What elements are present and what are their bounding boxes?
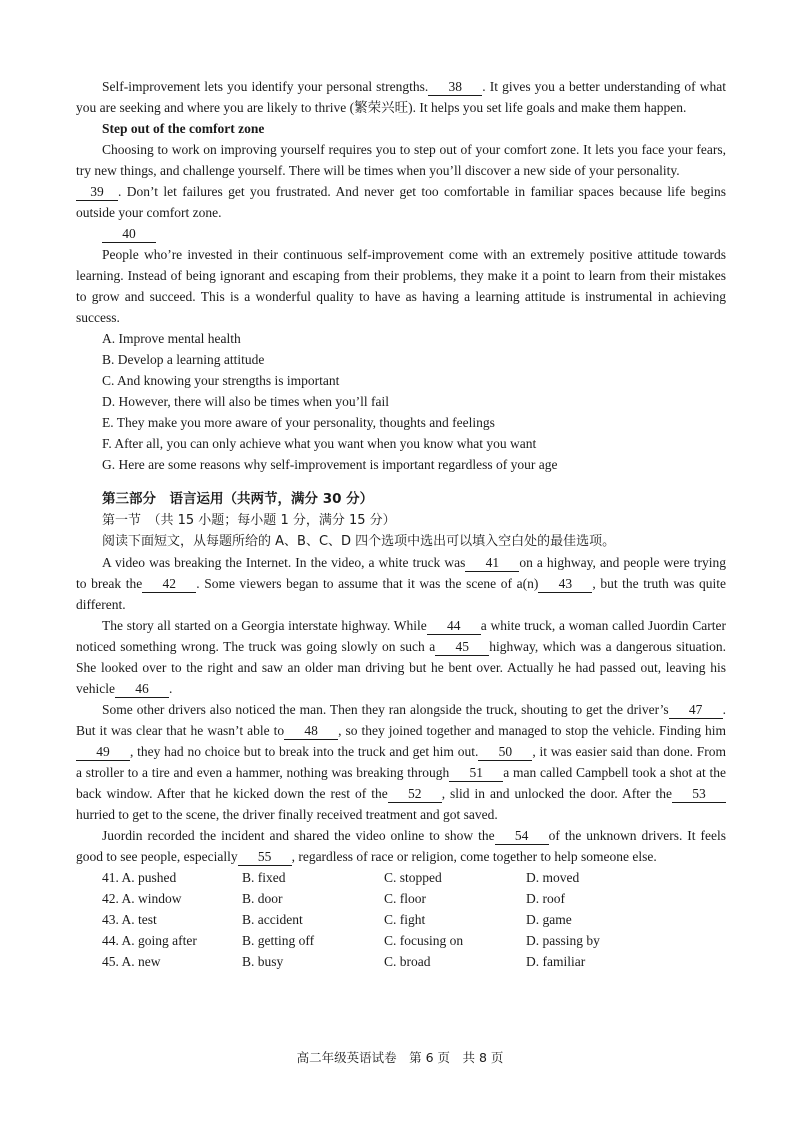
text: Some other drivers also noticed the man. Then they ran alongside the truck, shouting to get the driver’s xyxy=(102,702,669,717)
section-heading: Step out of the comfort zone xyxy=(102,121,265,136)
text: , it was easier said than done. From a stroller to a tire and even a hammer, nothing was breaking through xyxy=(76,744,726,780)
blank-52: 52 xyxy=(388,785,442,803)
q45-a: 45. A. new xyxy=(102,954,161,969)
page-footer: 高二年级英语试卷 第 6 页 共 8 页 xyxy=(296,1050,504,1065)
q41-d: D. moved xyxy=(526,870,580,885)
text: The story all started on a Georgia interstate highway. While xyxy=(102,618,427,633)
page-content xyxy=(76,76,726,972)
q41-a: 41. A. pushed xyxy=(102,870,177,885)
blank-53: 53 xyxy=(672,785,726,803)
blank-55: 55 xyxy=(238,848,292,866)
q44-b: B. getting off xyxy=(242,933,315,948)
blank-39: 39 xyxy=(76,183,118,201)
option-g: G. Here are some reasons why self-improvement is important regardless of your age xyxy=(102,457,558,472)
cloze-paragraph-1 xyxy=(76,552,726,615)
option-b: B. Develop a learning attitude xyxy=(102,352,265,367)
text: . It gives you a better understanding of what you are seeking and where you are likely to thrive (繁荣兴旺). It helps you set life goals and make them happen. xyxy=(76,79,726,115)
text: , slid in and unlocked the door. After the xyxy=(441,786,672,801)
option-f: F. After all, you can only achieve what you want when you know what you want xyxy=(102,436,537,451)
section-one-title: 第一节 （共 15 小题；每小题 1 分，满分 15 分） xyxy=(102,513,396,528)
text: Choosing to work on improving yourself requires you to step out of your comfort zone. It lets you face your fears, try new things, and challenge yourself. There will be times when you’ll discover a new side of your personality. xyxy=(76,142,726,178)
text: , so they joined together and managed to stop the vehicle. Finding him xyxy=(338,723,726,738)
blank-45: 45 xyxy=(435,638,489,656)
q45-b: B. busy xyxy=(242,954,284,969)
cloze-paragraph-2 xyxy=(76,615,726,699)
text: hurried to get to the scene, the driver finally received treatment and got saved. xyxy=(76,807,498,822)
text: , they had no choice but to break into the truck and get him out. xyxy=(130,744,479,759)
text: , regardless of race or religion, come together to help someone else. xyxy=(291,849,657,864)
text: . Don’t let failures get you frustrated. And never get too comfortable in familiar spaces because life begins outside your comfort zone. xyxy=(76,184,726,220)
q42-a: 42. A. window xyxy=(102,891,182,906)
option-c: C. And knowing your strengths is important xyxy=(102,373,340,388)
cloze-paragraph-3 xyxy=(76,699,726,825)
reading-paragraph-1 xyxy=(76,76,726,118)
text: . Some viewers began to assume that it was the scene of a(n) xyxy=(196,576,539,591)
question-choices xyxy=(76,867,726,972)
q45-c: C. broad xyxy=(384,954,431,969)
cloze-paragraph-4 xyxy=(76,825,726,867)
text: Juordin recorded the incident and shared the video online to show the xyxy=(102,828,495,843)
blank-46: 46 xyxy=(115,680,169,698)
text: A video was breaking the Internet. In the video, a white truck was xyxy=(102,555,466,570)
option-e: E. They make you more aware of your personality, thoughts and feelings xyxy=(102,415,495,430)
text: a man called Campbell took a shot at the back window. After that he kicked down the rest of the xyxy=(76,765,727,801)
blank-51: 51 xyxy=(449,764,503,782)
blank-49: 49 xyxy=(76,743,130,761)
part-three-title: 第三部分 语言运用（共两节，满分 30 分） xyxy=(102,491,374,507)
blank-47: 47 xyxy=(669,701,723,719)
text: of the unknown drivers. It feels good to see people, especially xyxy=(76,828,726,864)
blank-44: 44 xyxy=(427,617,481,635)
text: . xyxy=(168,681,173,696)
q41-c: C. stopped xyxy=(384,870,442,885)
blank-54: 54 xyxy=(495,827,549,845)
blank-50: 50 xyxy=(478,743,532,761)
q44-d: D. passing by xyxy=(526,933,600,948)
option-list xyxy=(76,328,726,475)
blank-48: 48 xyxy=(284,722,338,740)
q42-b: B. door xyxy=(242,891,283,906)
q43-d: D. game xyxy=(526,912,572,927)
reading-blank-40-line xyxy=(76,223,726,244)
q43-c: C. fight xyxy=(384,912,426,927)
text: on a highway, and people were trying to break the xyxy=(76,555,727,591)
text: a white truck, a woman called Juordin Carter noticed something wrong. The truck was going slowly on such a xyxy=(76,618,726,654)
q43-a: 43. A. test xyxy=(102,912,157,927)
text: . But it was clear that he wasn’t able to xyxy=(76,702,726,738)
blank-43: 43 xyxy=(538,575,592,593)
reading-paragraph-2 xyxy=(76,139,726,223)
blank-42: 42 xyxy=(142,575,196,593)
q42-d: D. roof xyxy=(526,891,565,906)
text: highway, which was a dangerous situation. She looked over to the right and saw an older man driving but he bent over. Actually he had passed out, leaving his vehicle xyxy=(76,639,727,696)
blank-38: 38 xyxy=(428,78,482,96)
reading-paragraph-3: People who’re invested in their continuous self-improvement come with an extremely positive attitude towards learning. Instead of being ignorant and escaping from their problems, they make it a point to learn from their mistakes to grow and succeed. This is a wonderful quality to have as having a learning attitude is instrumental in achieving success. xyxy=(76,247,726,325)
text: , but the truth was quite different. xyxy=(76,576,726,612)
text: Self-improvement lets you identify your personal strengths. xyxy=(102,79,429,94)
blank-40: 40 xyxy=(102,225,156,243)
q44-c: C. focusing on xyxy=(384,933,464,948)
option-a: A. Improve mental health xyxy=(102,331,241,346)
q43-b: B. accident xyxy=(242,912,303,927)
q41-b: B. fixed xyxy=(242,870,286,885)
blank-41: 41 xyxy=(465,554,519,572)
q45-d: D. familiar xyxy=(526,954,586,969)
option-d: D. However, there will also be times when you’ll fail xyxy=(102,394,390,409)
instruction-text: 阅读下面短文，从每题所给的 A、B、C、D 四个选项中选出可以填入空白处的最佳选项。 xyxy=(102,534,616,549)
q44-a: 44. A. going after xyxy=(102,933,197,948)
q42-c: C. floor xyxy=(384,891,426,906)
